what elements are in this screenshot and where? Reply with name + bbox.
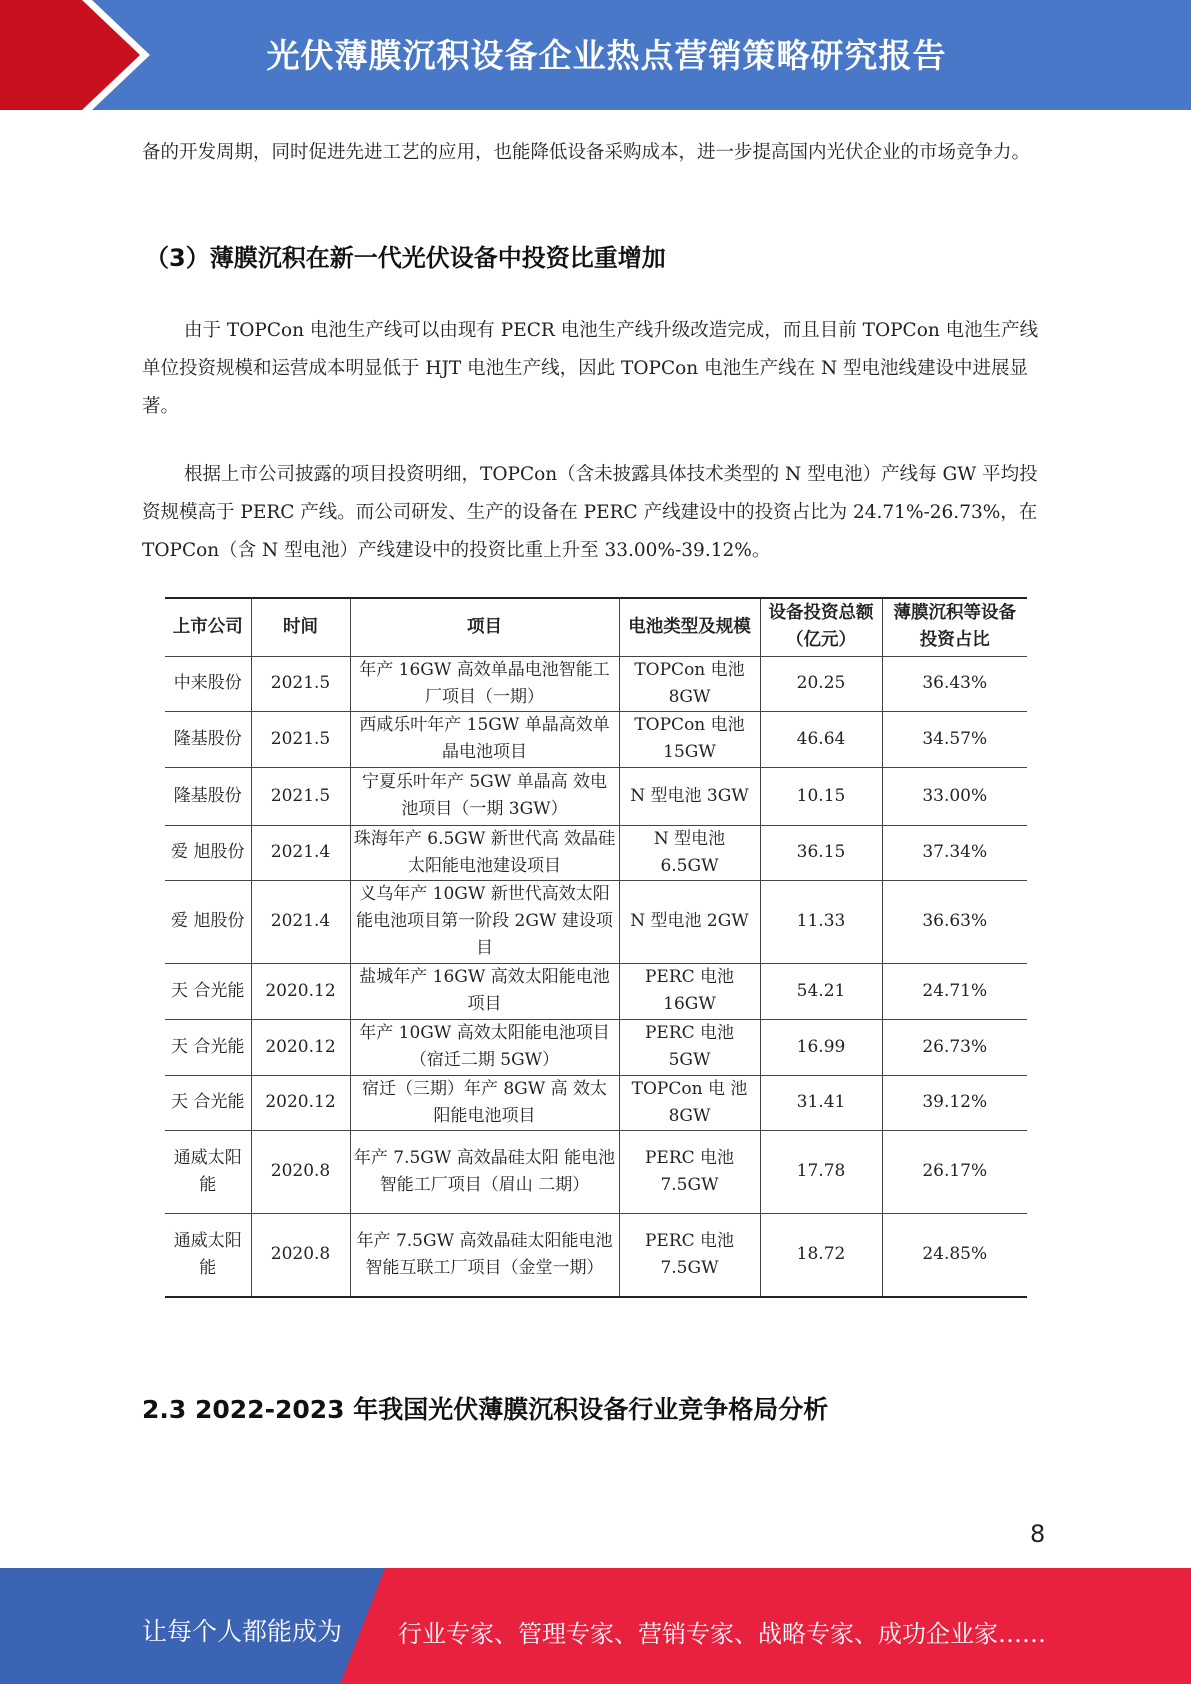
cell-share: 36.43% [882,656,1027,711]
cell-company: 隆基股份 [165,711,251,767]
cell-cell-type: PERC 电池 5GW [619,1019,760,1075]
cell-cell-type: N 型电池 3GW [619,767,760,825]
paragraph-2: 由于 TOPCon 电池生产线可以由现有 PECR 电池生产线升级改造完成，而且目前 TOPCon 电池生产线单位投资规模和运营成本明显低于 HJT 电池生产线，因此 TOPCon 电池生产线在 N 型电池线建设中进展显著。 [142,320,1039,417]
cell-project: 盐城年产 16GW 高效太阳能电池项目 [350,963,619,1019]
header-investment: 设备投资总额（亿元） [760,598,882,656]
cell-time: 2020.8 [251,1130,350,1213]
header-share: 薄膜沉积等设备投资占比 [882,598,1027,656]
report-title: 光伏薄膜沉积设备企业热点营销策略研究报告 [266,36,947,75]
cell-project: 年产 16GW 高效单晶电池智能工厂项目（一期） [350,656,619,711]
cell-time: 2020.12 [251,963,350,1019]
cell-project: 义乌年产 10GW 新世代高效太阳能电池项目第一阶段 2GW 建设项目 [350,880,619,963]
cell-time: 2020.12 [251,1075,350,1130]
paragraph-3: 根据上市公司披露的项目投资明细，TOPCon（含未披露具体技术类型的 N 型电池）产线每 GW 平均投资规模高于 PERC 产线。而公司研发、生产的设备在 PERC 产线建设中的投资占比为 24.71%-26.73%，在 TOPCon（含 N 型电池）产线建设中的投资比重上升至 33.00%-39.12%。 [142,464,1038,561]
header-cell-type: 电池类型及规模 [619,598,760,656]
cell-company: 爱 旭股份 [165,825,251,880]
table-row [165,767,1027,825]
cell-share: 26.17% [882,1130,1027,1213]
cell-time: 2020.8 [251,1213,350,1297]
table-row [165,1019,1027,1075]
cell-investment: 16.99 [760,1019,882,1075]
cell-company: 中来股份 [165,656,251,711]
cell-time: 2021.5 [251,711,350,767]
cell-share: 24.85% [882,1213,1027,1297]
investment-table [165,597,1027,1298]
cell-company: 通威太阳能 [165,1213,251,1297]
cell-investment: 36.15 [760,825,882,880]
cell-share: 39.12% [882,1075,1027,1130]
cell-project: 宁夏乐叶年产 5GW 单晶高 效电池项目（一期 3GW） [350,767,619,825]
cell-investment: 18.72 [760,1213,882,1297]
cell-company: 天 合光能 [165,963,251,1019]
cell-cell-type: PERC 电池 16GW [619,963,760,1019]
table-row [165,963,1027,1019]
cell-project: 宿迁（三期）年产 8GW 高 效太阳能电池项目 [350,1075,619,1130]
cell-share: 33.00% [882,767,1027,825]
table-row [165,711,1027,767]
table-row [165,825,1027,880]
cell-investment: 10.15 [760,767,882,825]
cell-investment: 31.41 [760,1075,882,1130]
table-row [165,880,1027,963]
cell-project: 年产 7.5GW 高效晶硅太阳能电池智能互联工厂项目（金堂一期） [350,1213,619,1297]
cell-time: 2021.5 [251,767,350,825]
header-project: 项目 [350,598,619,656]
header-company: 上市公司 [165,598,251,656]
cell-share: 26.73% [882,1019,1027,1075]
cell-investment: 46.64 [760,711,882,767]
footer-slogan-right: 行业专家、管理专家、营销专家、战略专家、成功企业家…… [398,1620,1046,1648]
cell-investment: 17.78 [760,1130,882,1213]
cell-time: 2021.4 [251,880,350,963]
cell-cell-type: TOPCon 电池 15GW [619,711,760,767]
page-footer-banner [0,1568,1191,1684]
table-row [165,1075,1027,1130]
page-header-banner [0,0,1191,110]
table-row [165,656,1027,711]
cell-cell-type: TOPCon 电 池 8GW [619,1075,760,1130]
cell-investment: 20.25 [760,656,882,711]
cell-project: 年产 7.5GW 高效晶硅太阳 能电池智能工厂项目（眉山 二期） [350,1130,619,1213]
section-heading: （3）薄膜沉积在新一代光伏设备中投资比重增加 [145,244,666,272]
cell-time: 2021.5 [251,656,350,711]
cell-cell-type: TOPCon 电池 8GW [619,656,760,711]
table-row [165,1213,1027,1297]
cell-company: 天 合光能 [165,1019,251,1075]
cell-project: 西咸乐叶年产 15GW 单晶高效单晶电池项目 [350,711,619,767]
cell-time: 2020.12 [251,1019,350,1075]
paragraph-1: 备的开发周期，同时促进先进工艺的应用，也能降低设备采购成本，进一步提高国内光伏企业的市场竞争力。 [142,142,1031,163]
cell-cell-type: N 型电池 6.5GW [619,825,760,880]
subsection-heading: 2.3 2022-2023 年我国光伏薄膜沉积设备行业竞争格局分析 [142,1395,829,1424]
cell-cell-type: PERC 电池 7.5GW [619,1130,760,1213]
page-number: 8 [1030,1520,1046,1548]
table-row [165,1130,1027,1213]
cell-share: 24.71% [882,963,1027,1019]
cell-share: 34.57% [882,711,1027,767]
cell-investment: 11.33 [760,880,882,963]
cell-investment: 54.21 [760,963,882,1019]
cell-company: 天 合光能 [165,1075,251,1130]
cell-company: 爱 旭股份 [165,880,251,963]
header-time: 时间 [251,598,350,656]
cell-company: 隆基股份 [165,767,251,825]
cell-share: 37.34% [882,825,1027,880]
cell-cell-type: N 型电池 2GW [619,880,760,963]
table-header-row [165,598,1027,656]
cell-share: 36.63% [882,880,1027,963]
cell-project: 珠海年产 6.5GW 新世代高 效晶硅太阳能电池建设项目 [350,825,619,880]
cell-cell-type: PERC 电池 7.5GW [619,1213,760,1297]
cell-company: 通威太阳能 [165,1130,251,1213]
footer-slogan-left: 让每个人都能成为 [142,1617,343,1646]
cell-project: 年产 10GW 高效太阳能电池项目（宿迁二期 5GW） [350,1019,619,1075]
cell-time: 2021.4 [251,825,350,880]
